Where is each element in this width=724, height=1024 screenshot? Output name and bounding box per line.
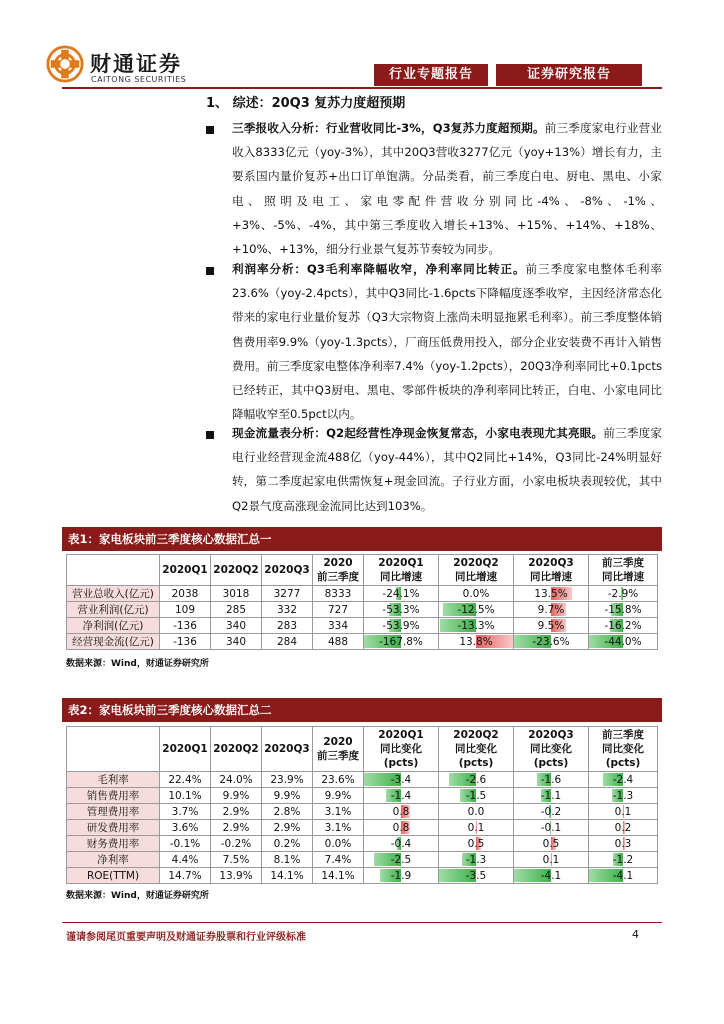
table-row <box>67 602 658 618</box>
change-cell <box>514 820 589 836</box>
change-value: -1.3 <box>465 853 487 866</box>
change-value: 0.5 <box>467 837 485 850</box>
change-value: 9.7% <box>537 603 565 616</box>
table-cell: 283 <box>262 618 313 634</box>
change-cell <box>514 804 589 820</box>
table-cell: 109 <box>160 602 211 618</box>
change-value: -53.9% <box>382 619 420 632</box>
table-row <box>67 788 658 804</box>
table-cell: -0.1% <box>160 836 211 852</box>
column-header: 2020 前三季度 <box>313 555 364 586</box>
change-cell <box>589 586 658 602</box>
logo-text-en: CAITONG SECURITIES <box>91 75 187 84</box>
paragraph-cashflow <box>232 421 662 518</box>
change-cell <box>439 634 514 650</box>
row-label: 销售费用率 <box>67 788 160 804</box>
paragraph-margin <box>232 257 662 426</box>
table-cell: -0.2% <box>211 836 262 852</box>
logo-emblem-icon <box>46 45 84 83</box>
table-cell: 0.0% <box>313 836 364 852</box>
change-value: -12.5% <box>457 603 495 616</box>
table-row <box>67 586 658 602</box>
bullet-icon <box>206 431 214 439</box>
table-cell: 284 <box>262 634 313 650</box>
change-value: -0.2 <box>540 805 562 818</box>
change-value: -44.0% <box>604 635 642 648</box>
change-cell <box>514 836 589 852</box>
table-cell: 2.9% <box>211 804 262 820</box>
change-cell <box>589 836 658 852</box>
paragraph-text: 前三季度家电行业经营现金流488亿（yoy-44%），其中Q2同比+14%，Q3同比-24%明显好转，第二季度起家电供需恢复+現金回流。子行业方面，小家电板块表现较优，其中Q2景气度高涨现金流同比达到103%。 <box>232 426 662 513</box>
change-value: -16.2% <box>604 619 642 632</box>
table-cell: 14.1% <box>313 868 364 884</box>
table1 <box>66 554 658 650</box>
table-cell: 23.9% <box>262 772 313 788</box>
change-cell <box>514 618 589 634</box>
table-cell: 2038 <box>160 586 211 602</box>
table-cell: 0.2% <box>262 836 313 852</box>
row-label: 营业利润(亿元) <box>67 602 160 618</box>
change-value: -0.4 <box>390 837 412 850</box>
change-value: -1.9 <box>390 869 412 882</box>
change-cell <box>514 852 589 868</box>
table-cell: 285 <box>211 602 262 618</box>
column-header: 2020Q3 同比增速 <box>514 555 589 586</box>
change-value: -1.3 <box>612 789 634 802</box>
column-header: 2020Q2 同比增速 <box>439 555 514 586</box>
change-cell <box>589 852 658 868</box>
paragraph-revenue <box>232 116 662 261</box>
change-cell <box>439 820 514 836</box>
table-cell: 2.9% <box>262 820 313 836</box>
change-value: 9.5% <box>537 619 565 632</box>
table2 <box>66 726 658 884</box>
table-cell: 3.7% <box>160 804 211 820</box>
table-cell: 488 <box>313 634 364 650</box>
table-cell: 8.1% <box>262 852 313 868</box>
change-value: -1.6 <box>540 773 562 786</box>
change-value: -2.9% <box>607 587 639 600</box>
table-cell: 3277 <box>262 586 313 602</box>
table-cell: 9.9% <box>262 788 313 804</box>
change-cell <box>439 772 514 788</box>
column-header: 2020Q3 <box>262 555 313 586</box>
column-header: 2020Q2 <box>211 727 262 772</box>
column-header: 前三季度 同比增速 <box>589 555 658 586</box>
change-value: -53.3% <box>382 603 420 616</box>
table-cell: 14.1% <box>262 868 313 884</box>
column-header: 2020Q1 <box>160 555 211 586</box>
change-cell <box>364 634 439 650</box>
table-row <box>67 852 658 868</box>
table-row <box>67 618 658 634</box>
change-value: -1.2 <box>612 853 634 866</box>
change-cell <box>589 804 658 820</box>
table-cell: 9.9% <box>313 788 364 804</box>
change-cell <box>439 618 514 634</box>
report-category-tag: 证券研究报告 <box>496 64 642 86</box>
table-cell: 9.9% <box>211 788 262 804</box>
table-row <box>67 804 658 820</box>
column-header: 2020Q2 <box>211 555 262 586</box>
table-cell: 7.4% <box>313 852 364 868</box>
change-cell <box>364 852 439 868</box>
table-cell: 2.9% <box>211 820 262 836</box>
change-value: -13.3% <box>457 619 495 632</box>
page-number: 4 <box>632 928 639 941</box>
table-cell: 4.4% <box>160 852 211 868</box>
table-row <box>67 634 658 650</box>
report-type-tag: 行业专题报告 <box>374 64 488 86</box>
change-cell <box>514 868 589 884</box>
change-value: 0.8 <box>392 821 410 834</box>
table2-source: 数据来源：Wind，财通证券研究所 <box>66 891 209 901</box>
row-label: ROE(TTM) <box>67 868 160 884</box>
table-cell: 7.5% <box>211 852 262 868</box>
change-cell <box>439 602 514 618</box>
row-label: 管理费用率 <box>67 804 160 820</box>
change-cell <box>364 618 439 634</box>
change-value: -167.8% <box>379 635 423 648</box>
change-value: 0.0% <box>462 587 490 600</box>
table-cell: 3.1% <box>313 804 364 820</box>
change-value: -0.1 <box>540 821 562 834</box>
change-value: 13.8% <box>459 635 493 648</box>
change-cell <box>514 586 589 602</box>
change-value: -4.1 <box>612 869 634 882</box>
row-label: 净利率 <box>67 852 160 868</box>
table-cell: 3.6% <box>160 820 211 836</box>
change-value: -3.4 <box>390 773 412 786</box>
change-cell <box>439 788 514 804</box>
change-cell <box>364 868 439 884</box>
table-cell: 14.7% <box>160 868 211 884</box>
change-cell <box>364 788 439 804</box>
row-label: 经营现金流(亿元) <box>67 634 160 650</box>
bullet-icon <box>206 267 214 275</box>
table-cell: 2.8% <box>262 804 313 820</box>
row-label: 净利润(亿元) <box>67 618 160 634</box>
table-cell: 23.6% <box>313 772 364 788</box>
table-cell: 24.0% <box>211 772 262 788</box>
column-header: 2020Q1 同比增速 <box>364 555 439 586</box>
table-row <box>67 868 658 884</box>
paragraph-lead: 现金流量表分析：Q2起经营性净现金恢复常态，小家电表现尤其亮眼。 <box>232 426 604 440</box>
change-cell <box>514 788 589 804</box>
change-value: 0.1 <box>542 853 560 866</box>
row-label: 财务费用率 <box>67 836 160 852</box>
row-label: 毛利率 <box>67 772 160 788</box>
paragraph-text: 前三季度家电整体毛利率23.6%（yoy-2.4pcts），其中Q3同比-1.6pcts下降幅度逐季收窄，主因经济常态化带来的家电行业量价复苏（Q3大宗物资上涨尚未明显拖累毛利率）。前三季度整体销售费用率9.9%（yoy-1.3pcts），厂商压低费用投入，部分企业安装费不再计入销售费用。前三季度家电整体净利率7.4%（yoy-1.2pcts），20Q3净利率同比+0.1pcts已经转正，其中Q3厨电、黑电、零部件板块的净利率同比转正，白电、小家电同比降幅收窄至0.5pct以内。 <box>232 262 662 422</box>
change-cell <box>364 836 439 852</box>
change-cell <box>589 634 658 650</box>
change-cell <box>439 852 514 868</box>
change-cell <box>589 772 658 788</box>
table1-title: 表1：家电板块前三季度核心数据汇总一 <box>62 527 662 551</box>
table2-title: 表2：家电板块前三季度核心数据汇总二 <box>62 698 662 722</box>
change-cell <box>589 820 658 836</box>
change-cell <box>589 618 658 634</box>
table-row <box>67 772 658 788</box>
footer-divider <box>62 922 662 923</box>
change-value: 0.2 <box>614 821 632 834</box>
company-logo <box>46 45 196 89</box>
table-cell: 3018 <box>211 586 262 602</box>
change-value: -4.1 <box>540 869 562 882</box>
column-header: 2020Q3 <box>262 727 313 772</box>
table-cell: 727 <box>313 602 364 618</box>
change-value: -2.4 <box>612 773 634 786</box>
table-cell: 332 <box>262 602 313 618</box>
change-value: 0.3 <box>614 837 632 850</box>
change-value: 0.0 <box>467 805 485 818</box>
change-cell <box>364 602 439 618</box>
column-header: 2020Q1 同比变化 (pcts) <box>364 727 439 772</box>
row-label: 营业总收入(亿元) <box>67 586 160 602</box>
change-cell <box>439 868 514 884</box>
change-value: 0.1 <box>467 821 485 834</box>
change-value: 13.5% <box>534 587 568 600</box>
section-title: 1、 综述：20Q3 复苏力度超预期 <box>206 96 406 111</box>
row-label: 研发费用率 <box>67 820 160 836</box>
change-cell <box>364 586 439 602</box>
table-row <box>67 820 658 836</box>
change-value: 0.1 <box>614 805 632 818</box>
paragraph-lead: 三季报收入分析：行业营收同比-3%，Q3复苏力度超预期。 <box>232 121 545 135</box>
change-value: -2.5 <box>390 853 412 866</box>
table1-source: 数据来源：Wind，财通证券研究所 <box>66 659 209 669</box>
change-value: 0.8 <box>392 805 410 818</box>
change-value: -1.1 <box>540 789 562 802</box>
change-cell <box>364 772 439 788</box>
table-cell: 340 <box>211 618 262 634</box>
table-cell: 13.9% <box>211 868 262 884</box>
logo-text-cn: 财通证券 <box>90 52 182 76</box>
change-cell <box>364 804 439 820</box>
table-cell: 3.1% <box>313 820 364 836</box>
column-header: 2020Q2 同比变化 (pcts) <box>439 727 514 772</box>
paragraph-lead: 利润率分析：Q3毛利率降幅收窄，净利率同比转正。 <box>232 262 526 276</box>
change-value: -24.1% <box>382 587 420 600</box>
change-cell <box>589 788 658 804</box>
paragraph-text: 前三季度家电行业营业收入8333亿元（yoy-3%），其中20Q3营收3277亿元（yoy+13%）增长有力，主要系国内量价复苏+出口订单饱满。分品类看，前三季度白电、厨电、黑电、小家电、照明及电工、家电零配件营收分别同比-4%、-8%、-1%、+3%、-5%、-4%，其中第三季度收入增长+13%、+15%、+14%、+18%、+10%、+13%，细分行业景气复苏节奏较为同步。 <box>232 121 662 257</box>
change-value: -23.6% <box>532 635 570 648</box>
table-cell: 8333 <box>313 586 364 602</box>
column-header: 前三季度 同比变化 (pcts) <box>589 727 658 772</box>
change-cell <box>514 634 589 650</box>
change-value: 0.5 <box>542 837 560 850</box>
table-cell: 22.4% <box>160 772 211 788</box>
change-value: -15.8% <box>604 603 642 616</box>
bullet-icon <box>206 126 214 134</box>
table-cell: -136 <box>160 634 211 650</box>
change-value: -1.5 <box>465 789 487 802</box>
change-cell <box>439 804 514 820</box>
column-header: 2020Q1 <box>160 727 211 772</box>
table-cell: 340 <box>211 634 262 650</box>
change-cell <box>589 602 658 618</box>
column-header <box>67 555 160 586</box>
change-cell <box>439 586 514 602</box>
column-header: 2020Q3 同比变化 (pcts) <box>514 727 589 772</box>
change-cell <box>514 772 589 788</box>
table-cell: 10.1% <box>160 788 211 804</box>
footer-disclaimer: 谨请参阅尾页重要声明及财通证券股票和行业评级标准 <box>66 932 306 943</box>
change-value: -3.5 <box>465 869 487 882</box>
table-cell: -136 <box>160 618 211 634</box>
change-cell <box>514 602 589 618</box>
header-divider <box>62 87 662 89</box>
column-header: 2020 前三季度 <box>313 727 364 772</box>
change-value: -1.4 <box>390 789 412 802</box>
change-value: -2.6 <box>465 773 487 786</box>
table-row <box>67 836 658 852</box>
change-cell <box>439 836 514 852</box>
table-cell: 334 <box>313 618 364 634</box>
column-header <box>67 727 160 772</box>
change-cell <box>589 868 658 884</box>
change-cell <box>364 820 439 836</box>
